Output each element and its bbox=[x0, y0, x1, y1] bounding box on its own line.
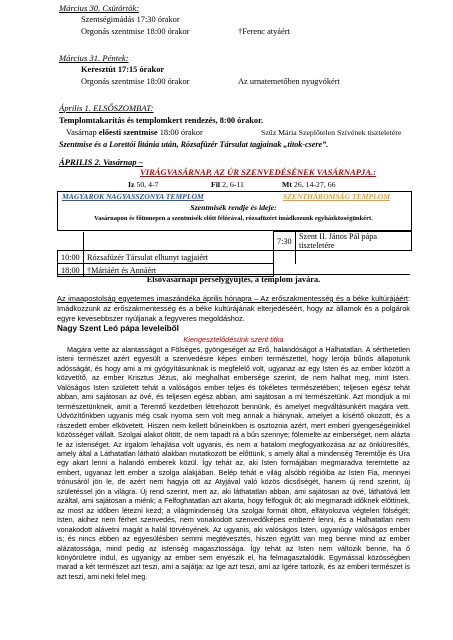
april1-heading: Április 1. ELSŐSZOMBAT: bbox=[59, 103, 154, 113]
april1-line3: Szentmise és a Lorettói litánia után, Rózsafüzér Társulat tagjainak „titok-csere”. bbox=[59, 140, 329, 149]
reading-1-ref: 50, 4-7 bbox=[136, 180, 159, 189]
april2-banner: VIRÁGVASÁRNAP, AZ ÚR SZENVEDÉSÉNEK VASÁRNAPJA.: bbox=[140, 167, 377, 177]
order-title: Szentmisék rendje és ideje: bbox=[190, 203, 277, 212]
prayer-intention bbox=[57, 294, 410, 324]
march31-line1: Keresztút 17:15 órakor bbox=[81, 65, 165, 74]
march30-line2: Orgonás szentmise 18:00 órakor bbox=[81, 27, 190, 36]
row3-time: 18:00 bbox=[58, 264, 84, 277]
april1-line2-prefix: Vasárnap bbox=[66, 128, 99, 137]
reading-2-book: Fil bbox=[211, 180, 221, 189]
march31-line2-note: Az urnatemetőben nyugvókért bbox=[238, 77, 340, 86]
row2-time: 10:00 bbox=[58, 251, 84, 264]
article-subtitle: Kiengesztelődésünk szent titka bbox=[183, 335, 284, 344]
reading-3-book: Mt bbox=[282, 180, 292, 189]
row3-text: †Máriáért és Annáért bbox=[84, 264, 274, 277]
april1-line2-note: Szűz Mária Szeplőtelen Szívének tiszteletére bbox=[261, 128, 402, 137]
mass-table bbox=[57, 231, 412, 277]
march31-heading: Március 31. Péntek: bbox=[59, 53, 129, 63]
intention-body: : Imádkozzunk az erőszakmentesség és a béke kultúrájának elterjedéséért, hogy az államok és a polgárok egyre kevesebbszer nyúljanak a fegyveres megoldáshoz. bbox=[57, 294, 410, 323]
left-church-title: MAGYAROK NAGYASSZONYA TEMPLOM bbox=[62, 192, 204, 201]
row2-text: Rózsafüzér Társulat elhunyt tagjaiért bbox=[84, 251, 274, 264]
march31-line2: Orgonás szentmise 18:00 órakor bbox=[81, 77, 190, 86]
row2-text2 bbox=[296, 251, 412, 264]
table-row bbox=[58, 232, 412, 251]
march30-line1: Szentségimádás 17:30 órakor bbox=[81, 15, 180, 24]
intention-title: Az imaapostolság egyetemes imaszándéka április hónapra – Az erőszakmentesség és a béke kultúrájáért bbox=[57, 294, 408, 303]
article-title: Nagy Szent Leó pápa leveleiből bbox=[57, 324, 179, 333]
march30-line2-note: †Ferenc atyáért bbox=[238, 27, 290, 36]
right-church-title: SZENTHÁROMSÁG TEMPLOM bbox=[283, 192, 390, 201]
row1-text2: Szent II. János Pál pápa tiszteletére bbox=[296, 232, 412, 251]
march30-heading: Március 30. Csütörtök: bbox=[59, 3, 140, 13]
row1-time bbox=[58, 232, 84, 251]
april1-line2-time: 18:00 órakor bbox=[157, 128, 203, 137]
april1-line2 bbox=[66, 128, 203, 137]
article-body: Magára vette az alantasságot a Fölséges, gyöngeséget az Erő, halandóságot a Halhatatlan. A sérthetetlen isteni természet azért egyesült a szenvedésre képes emberi természettel, hogy lerója bűnös állapotunk adósságát, és hogy ami a mi gyógyításunknak is megfelelő volt, ugyanaz az egy Isten és az ember között a közvetítő, az ember Krisztus Jézus, aki meghalhat embersége szerint, de nem halhat meg, mint Isten. Valóságos Isten született tehát a valóságos ember teljes és tökéletes természetében; teljesen egész tehát abban, ami sajátosan az övé, és teljesen egész abban, ami sajátosan a mi természetünk. Azt mondjuk a mi természetünknek, amit a Teremtő kezdetben létrehozott bennünk, és amelyet megváltásunkért magára vett. Üdvözítőnkben ugyanis még csak nyoma sem volt meg annak a hiánynak, amelyet a kísértő okozott, és a rászedett ember elkövetett. Hiszen nem kellett bűneinkben is osztoznia azért, mert emberi gyengeségeinkkel közösséget vállalt. Szolgai alakot öltött, de nem tapadt rá a bűn szennye; fölemelte az emberséget, nem alázta le az istenséget. Az irgalom lehajlása volt ugyanis, és nem a hatalom megfogyatkozása az az önkiüresítés, amely által a Láthatatlan látható alakban mutatkozott be előttünk, s amely által a mindenség Teremtője és Ura egy akart lenni a halandó emberek közül. Így tehát az, aki Isten formájában megmaradva teremtette az embert, ugyanaz lett ember a szolga alakjában. Belép tehát e világ alsóbb régióiba az Isten Fia, mennyei trónusáról jön le, de azért nem hagyja ott az Atyjával való közös dicsőségét, hanem új rend szerint, új születéssel jön a világra. Új rend szerint, mert az, aki láthatatlan abban, ami sajátosan az övé, láthatóvá lett azáltal, ami sajátosan a miénk; a Felfoghatatlan azt akarta, hogy felfogjuk őt; aki megmaradt időknek előttinek, az most az időben létezni kezd; a világmindenség Ura szolgai formát öltött, elfátyolozva végtelen fölségét; Isten, akihez nem férhet szenvedés, nem vonakodott szenvedőképes emberré lenni, és a Halhatatlan nem vonakodott alávetni magát a halál törvényének. Az ugyanis, aki valóságos Isten, ugyanúgy valóságos ember is; és nincs ebben az egyesülésben semmi megtévesztés, hiszen együtt van meg benne mind az ember alázatossága, mind pedig az istenség magasztossága. Így tehát az Isten nem változik benne, ha ő könyörületre indul, és ugyanígy az ember sem enyészik el, ha felmagasztalódik. Egymással közösségben marad a két természet azt teszi, ami a sajátja: az Ige azt teszi, ami az Igére tartozik, és az emberi természet is azt teszi, ami neki felel meg. bbox=[57, 345, 410, 581]
row1-time2: 7:30 bbox=[274, 232, 296, 251]
reading-1 bbox=[128, 180, 159, 189]
reading-2-ref: 2, 6-11 bbox=[222, 180, 244, 189]
april2-heading: ÁPRILIS 2. Vasárnap – bbox=[59, 157, 144, 167]
april1-line1: Templomtakarítás és templomkert rendezés, 8:00 órakor. bbox=[59, 116, 264, 125]
reading-1-book: Iz bbox=[128, 180, 135, 189]
april1-line2-bold: előesti szentmise bbox=[98, 128, 158, 137]
reading-2 bbox=[211, 180, 244, 189]
table-row bbox=[58, 251, 412, 264]
row1-text bbox=[84, 232, 274, 251]
row2-time2 bbox=[274, 251, 296, 264]
reading-3-ref: 26, 14-27, 66 bbox=[293, 180, 336, 189]
reading-3 bbox=[282, 180, 336, 189]
order-note: Vasárnapon és főünnepen a szentmisék előtt félórával, rózsafüzért imádkozunk egyházközségünkért. bbox=[94, 215, 373, 222]
collection-note: Elsővasárnapi perselygyűjtés, a templom javára. bbox=[57, 274, 410, 284]
